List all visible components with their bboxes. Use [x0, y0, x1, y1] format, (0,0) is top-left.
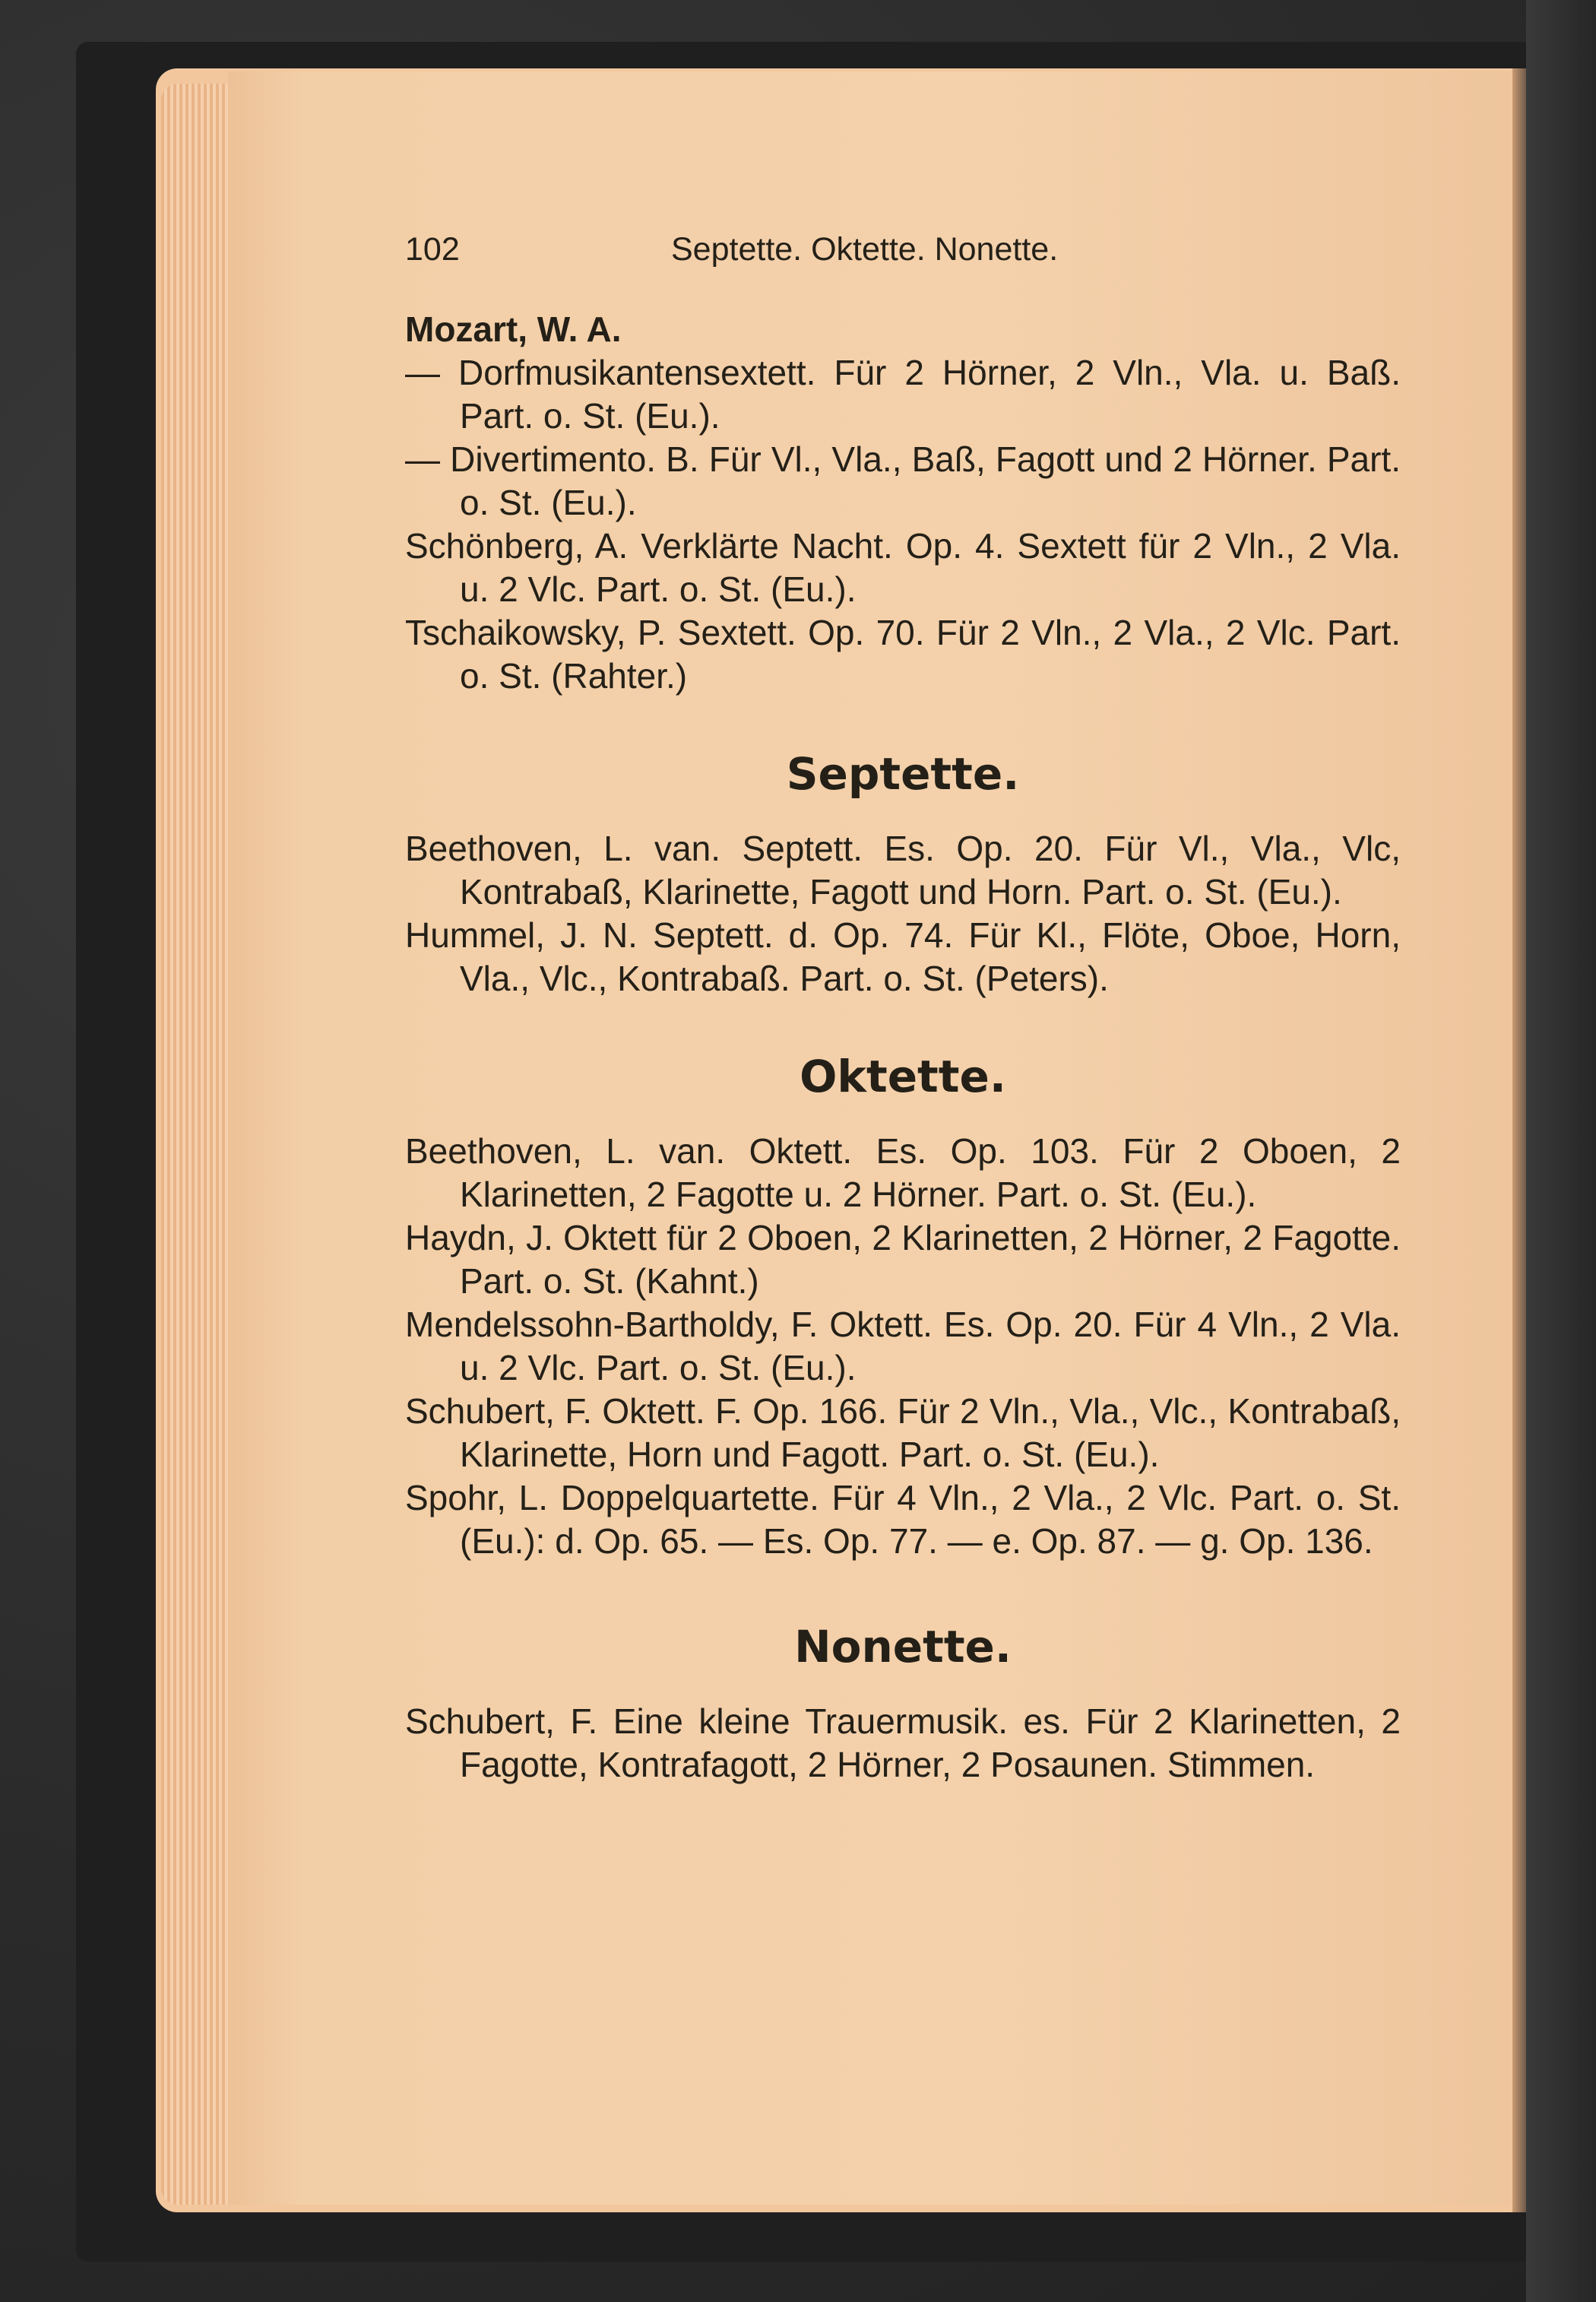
composer-name: Mozart, W. A. — [405, 309, 622, 349]
entry-text: Tschaikowsky, P. Sextett. Op. 70. Für 2 Vln., 2 Vla., 2 Vlc. Part. o. St. (Rahter.) — [405, 613, 1401, 696]
running-title: Septette. Oktette. Nonette. — [671, 231, 1059, 268]
list-item — [405, 1700, 1401, 1787]
entry-text: — Divertimento. B. Für Vl., Vla., Baß, Fagott und 2 Hörner. Part. o. St. (Eu.). — [405, 439, 1401, 522]
section-oktette — [405, 1130, 1401, 1563]
list-item — [405, 1216, 1401, 1303]
entry-text: Beethoven, L. van. Oktett. Es. Op. 103. Für 2 Oboen, 2 Klarinetten, 2 Fagotte u. 2 Hörner. Part. o. St. (Eu.). — [405, 1131, 1401, 1214]
entry-text: Schubert, F. Oktett. F. Op. 166. Für 2 Vln., Vla., Vlc., Kontrabaß, Klarinette, Horn und Fagott. Part. o. St. (Eu.). — [405, 1391, 1401, 1474]
list-item — [405, 827, 1401, 914]
entry-text: Haydn, J. Oktett für 2 Oboen, 2 Klarinetten, 2 Hörner, 2 Fagotte. Part. o. St. (Kahnt.) — [405, 1218, 1401, 1301]
list-item — [405, 1390, 1401, 1476]
opposite-cover-strip — [1526, 0, 1596, 2302]
list-item — [405, 308, 1401, 351]
list-item — [405, 914, 1401, 1000]
entry-text: Spohr, L. Doppelquartette. Für 4 Vln., 2 Vla., 2 Vlc. Part. o. St. (Eu.): d. Op. 65. — Es. Op. 77. — e. Op. 87. — g. Op. 136. — [405, 1478, 1401, 1561]
list-item — [405, 438, 1401, 525]
section-nonette — [405, 1700, 1401, 1787]
entry-text: Mendelssohn-Bartholdy, F. Oktett. Es. Op. 20. Für 4 Vln., 2 Vla. u. 2 Vlc. Part. o. St. (Eu.). — [405, 1305, 1401, 1387]
section-heading-oktette: Oktette. — [800, 1051, 1006, 1102]
section-heading-septette: Septette. — [786, 748, 1020, 800]
entry-text: Hummel, J. N. Septett. d. Op. 74. Für Kl., Flöte, Oboe, Horn, Vla., Vlc., Kontrabaß. Part. o. St. (Peters). — [405, 915, 1401, 998]
entry-text: Schönberg, A. Verklärte Nacht. Op. 4. Sextett für 2 Vln., 2 Vla. u. 2 Vlc. Part. o. St. (Eu.). — [405, 526, 1401, 609]
spine-shadow — [1512, 68, 1526, 2212]
list-item — [405, 525, 1401, 611]
entry-text — [405, 308, 1401, 351]
list-item — [405, 1476, 1401, 1563]
section-septette — [405, 827, 1401, 1000]
entry-text: — Dorfmusikantensextett. Für 2 Hörner, 2 Vln., Vla. u. Baß. Part. o. St. (Eu.). — [405, 353, 1401, 436]
section-sextets — [405, 308, 1401, 698]
section-heading-nonette: Nonette. — [794, 1621, 1012, 1673]
list-item — [405, 611, 1401, 698]
list-item — [405, 1303, 1401, 1390]
list-item — [405, 351, 1401, 438]
page-content — [405, 228, 1401, 1787]
entry-text: Schubert, F. Eine kleine Trauermusik. es. Für 2 Klarinetten, 2 Fagotte, Kontrafagott, 2 Hörner, 2 Posaunen. Stimmen. — [405, 1701, 1401, 1784]
page-number: 102 — [405, 231, 460, 268]
entry-text: Beethoven, L. van. Septett. Es. Op. 20. Für Vl., Vla., Vlc, Kontrabaß, Klarinette, Fagott und Horn. Part. o. St. (Eu.). — [405, 829, 1401, 912]
page-header — [405, 228, 1401, 271]
list-item — [405, 1130, 1401, 1216]
